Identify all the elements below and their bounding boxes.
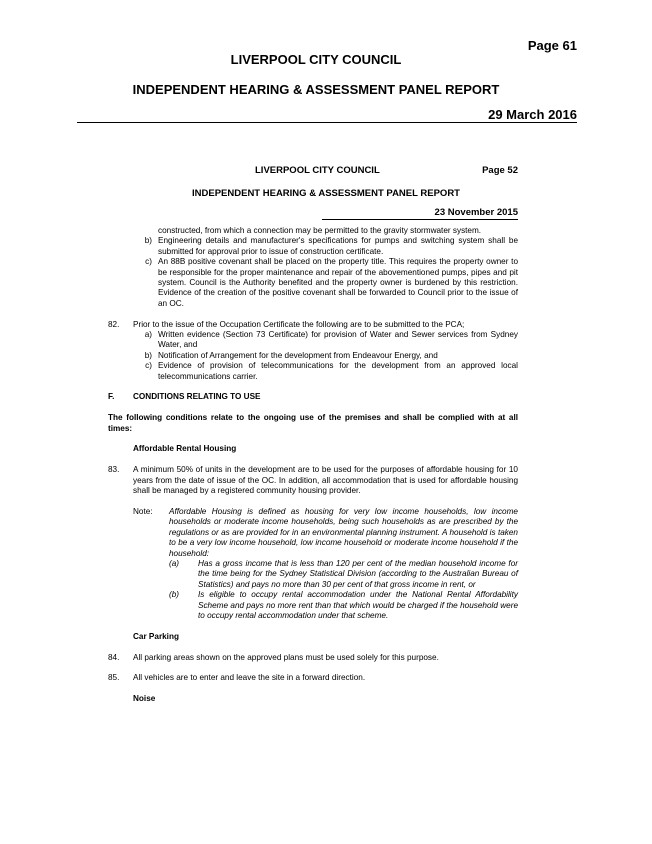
condition-82 xyxy=(108,320,518,330)
condition-85 xyxy=(108,673,518,683)
condition-83 xyxy=(108,465,518,496)
note-item-text: Is eligible to occupy rental accommodation under the National Rental Affordability Scheme and pays no more rent than that which would be charged if the household were to occupy rental accommodation under that scheme. xyxy=(198,590,518,620)
list-item xyxy=(133,330,518,351)
condition-84 xyxy=(108,653,518,663)
outer-report-date: 29 March 2016 xyxy=(488,107,577,122)
section-letter: F. xyxy=(108,392,115,402)
condition-number: 84. xyxy=(108,652,120,662)
document-body xyxy=(108,226,518,705)
inner-page-number: Page 52 xyxy=(482,165,518,176)
continuation-item xyxy=(133,226,518,236)
item-text: Written evidence (Section 73 Certificate) for provision of Water and Sewer services from Sydney Water, and xyxy=(158,330,518,350)
note-item-label: (b) xyxy=(169,590,180,600)
condition-text: A minimum 50% of units in the development are to be used for the purposes of affordable housing for 10 years from the date of issue of the OC. In addition, all accommodation that is used for affordable housing shall be managed by a registered community housing provider. xyxy=(133,465,518,496)
list-item xyxy=(133,351,518,361)
outer-header-rule xyxy=(77,122,577,123)
section-f-heading xyxy=(108,392,518,402)
inner-council-title: LIVERPOOL CITY COUNCIL xyxy=(255,165,380,176)
note-item xyxy=(169,590,518,621)
list-item xyxy=(133,236,518,257)
affordable-heading: Affordable Rental Housing xyxy=(133,444,237,454)
outer-council-title: LIVERPOOL CITY COUNCIL xyxy=(230,52,402,67)
outer-report-title: INDEPENDENT HEARING & ASSESSMENT PANEL REPORT xyxy=(132,82,500,97)
item-text: An 88B positive covenant shall be placed on the property title. This requires the property owner to be responsible for the proper maintenance and repair of the abovementioned pumps, pipes and pit system. Council is the Authority benefited and the property owner is burdened by this restriction. Evidence of the creation of the positive covenant shall be forwarded to Council prior to the issue of an OC. xyxy=(158,257,518,308)
condition-text: All parking areas shown on the approved plans must be used solely for this purpose. xyxy=(133,652,439,662)
item-label: c) xyxy=(145,361,152,371)
list-item xyxy=(133,257,518,309)
section-title: CONDITIONS RELATING TO USE xyxy=(133,392,261,402)
condition-number: 82. xyxy=(108,319,120,329)
noise-heading: Noise xyxy=(133,694,156,704)
note-item-label: (a) xyxy=(169,558,180,568)
item-label: a) xyxy=(144,330,152,340)
item-label: b) xyxy=(144,236,152,246)
car-parking-heading: Car Parking xyxy=(133,631,179,641)
condition-text: Prior to the issue of the Occupation Certificate the following are to be submitted to the PCA; xyxy=(133,319,465,329)
condition-number: 85. xyxy=(108,673,120,683)
outer-page-number: Page 61 xyxy=(527,38,577,53)
affordable-note xyxy=(108,507,518,621)
note-text: Affordable Housing is defined as housing for very low income households, low income households or moderate income households, being such households as are prescribed by the regulations or as are provided for in an environmental planning instrument. A household is taken to be a very low income household, low income household or moderate income household if the household: xyxy=(169,506,518,558)
condition-text: All vehicles are to enter and leave the site in a forward direction. xyxy=(133,673,366,683)
item-text: Evidence of provision of telecommunications for the development from an approved local telecommunications carrier. xyxy=(158,361,518,381)
condition-number: 83. xyxy=(108,465,120,475)
item-text: Notification of Arrangement for the development from Endeavour Energy, and xyxy=(158,350,438,360)
note-item xyxy=(169,559,518,590)
continuation-text: constructed, from which a connection may be permitted to the gravity stormwater system. xyxy=(158,226,482,235)
list-item xyxy=(133,361,518,382)
inner-report-date: 23 November 2015 xyxy=(434,207,518,218)
inner-report-title: INDEPENDENT HEARING & ASSESSMENT PANEL REPORT xyxy=(192,188,460,199)
note-item-text: Has a gross income that is less than 120 per cent of the median household income for the time being for the Sydney Statistical Division (according to the Australian Bureau of Statistics) and pays no more than 30 per cent of that gross income in rent, or xyxy=(198,558,518,589)
item-label: c) xyxy=(145,257,152,267)
item-label: b) xyxy=(144,350,152,360)
section-f-intro: The following conditions relate to the ongoing use of the premises and shall be complied with at all times: xyxy=(108,413,518,433)
inner-header-rule xyxy=(322,219,518,220)
note-label: Note: xyxy=(133,506,153,516)
item-text: Engineering details and manufacturer's specifications for pumps and switching system shall be submitted for approval prior to issue of construction certificate. xyxy=(158,236,518,256)
